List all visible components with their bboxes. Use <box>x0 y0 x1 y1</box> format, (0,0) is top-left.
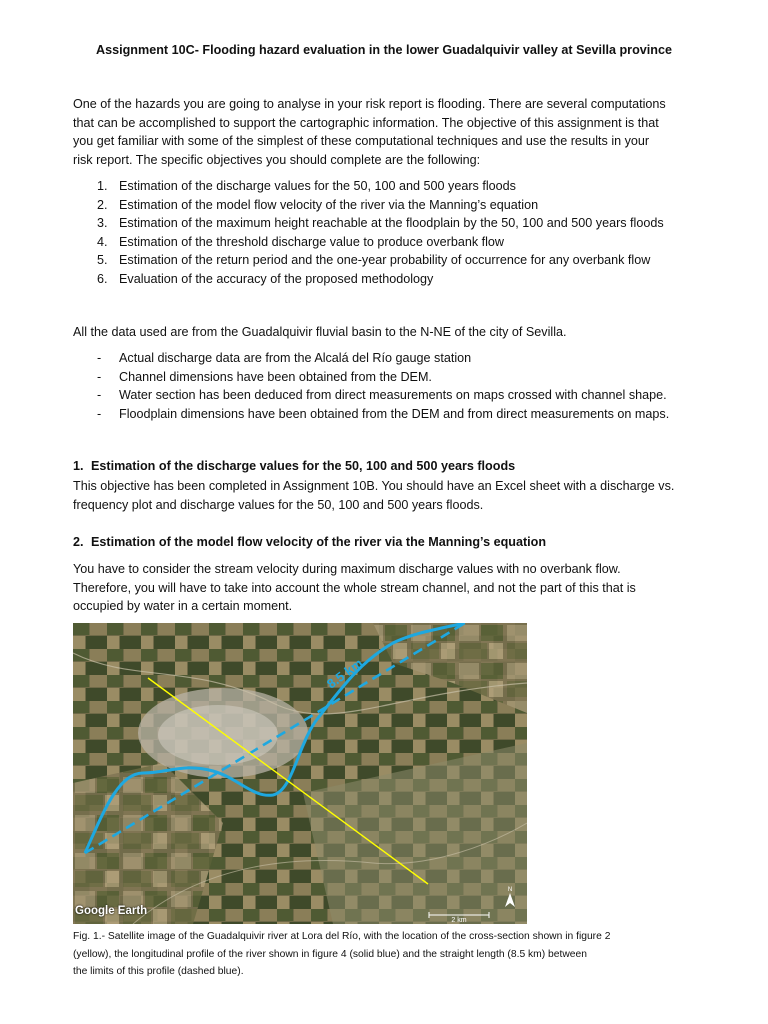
page-title: Assignment 10C- Flooding hazard evaluation in the lower Guadalquivir valley at Sevilla province <box>96 43 672 57</box>
objective-item <box>73 214 698 233</box>
section-1-heading <box>73 459 515 473</box>
objective-text: Estimation of the model flow velocity of the river via the Manning’s equation <box>119 197 539 212</box>
figure-caption <box>73 928 698 981</box>
caption-line: the limits of this profile (dashed blue). <box>73 966 244 977</box>
objective-item <box>73 251 698 270</box>
caption-line: (yellow), the longitudinal profile of the river shown in figure 4 (solid blue) and the straight length (8.5 km) between <box>73 948 587 960</box>
list-dash: - <box>97 406 102 421</box>
section-2-heading <box>73 535 546 549</box>
north-label: N <box>507 887 513 893</box>
data-source-text: Water section has been deduced from direct measurements on maps crossed with channel shape. <box>119 388 667 403</box>
section-2-body <box>73 560 698 616</box>
satellite-map <box>73 623 527 924</box>
data-source-text: Channel dimensions have been obtained from the DEM. <box>119 369 432 384</box>
data-source-item <box>73 405 698 424</box>
town-center <box>158 705 278 765</box>
list-dash: - <box>97 369 102 384</box>
intro-paragraph <box>73 95 698 169</box>
caption-line: Fig. 1.- Satellite image of the Guadalquivir river at Lora del Río, with the location of the cross-section shown in figure 2 <box>73 931 611 942</box>
section-2-line: You have to consider the stream velocity during maximum discharge values with no overbank flow. <box>73 562 621 576</box>
section-1-body <box>73 477 698 514</box>
intro-line: you get familiar with some of the simplest of these computational techniques and use the results in your <box>73 134 650 149</box>
data-source-item <box>73 368 698 387</box>
objective-item <box>73 233 698 252</box>
satellite-image-figure <box>73 623 527 924</box>
objective-item <box>73 196 698 215</box>
distance-label: 8.5 km <box>323 655 366 692</box>
section-heading-text: Estimation of the model flow velocity of the river via the Manning’s equation <box>91 535 547 549</box>
objective-number: 1. <box>97 179 108 193</box>
objective-number: 2. <box>97 197 108 212</box>
list-dash: - <box>97 351 102 365</box>
data-source-text: Floodplain dimensions have been obtained from the DEM and from direct measurements on maps. <box>119 406 670 421</box>
data-source-text: Actual discharge data are from the Alcalá del Río gauge station <box>119 351 472 365</box>
objective-number: 4. <box>97 234 108 249</box>
objective-text: Estimation of the discharge values for the 50, 100 and 500 years floods <box>119 179 516 193</box>
data-source-item <box>73 386 698 405</box>
objective-text: Estimation of the threshold discharge value to produce overbank flow <box>119 234 505 249</box>
section-1-line: This objective has been completed in Assignment 10B. You should have an Excel sheet with a discharge vs. <box>73 479 675 493</box>
intro-line: that can be accomplished to support the cartographic information. The objective of this assignment is that <box>73 115 659 130</box>
objective-item <box>73 177 698 196</box>
objective-text: Evaluation of the accuracy of the proposed methodology <box>119 271 434 286</box>
section-heading-text: Estimation of the discharge values for the 50, 100 and 500 years floods <box>91 459 516 473</box>
objectives-list <box>73 177 698 289</box>
objective-number: 5. <box>97 253 108 268</box>
objective-number: 6. <box>97 271 108 286</box>
section-2-line: Therefore, you will have to take into account the whole stream channel, and not the part of this that is <box>73 580 636 595</box>
section-number: 2. <box>73 535 84 549</box>
objective-text: Estimation of the maximum height reachable at the floodplain by the 50, 100 and 500 years floods <box>119 216 664 231</box>
data-source-item <box>73 349 698 368</box>
objective-item <box>73 270 698 289</box>
intro-line: risk report. The specific objectives you should complete are the following: <box>73 152 481 167</box>
section-1-line: frequency plot and discharge values for the 50, 100 and 500 years floods. <box>73 497 484 512</box>
google-earth-watermark: Google Earth <box>75 905 148 917</box>
section-2-line: occupied by water in a certain moment. <box>73 599 293 614</box>
data-intro: All the data used are from the Guadalquivir fluvial basin to the N-NE of the city of Sevilla. <box>73 325 567 339</box>
objective-text: Estimation of the return period and the one-year probability of occurrence for any overbank flow <box>119 253 651 268</box>
intro-line: One of the hazards you are going to analyse in your risk report is flooding. There are several computations <box>73 97 666 111</box>
scale-label: 2 km <box>451 917 467 924</box>
objective-number: 3. <box>97 216 108 231</box>
list-dash: - <box>97 388 102 403</box>
section-number: 1. <box>73 459 84 473</box>
data-source-list <box>73 349 698 423</box>
